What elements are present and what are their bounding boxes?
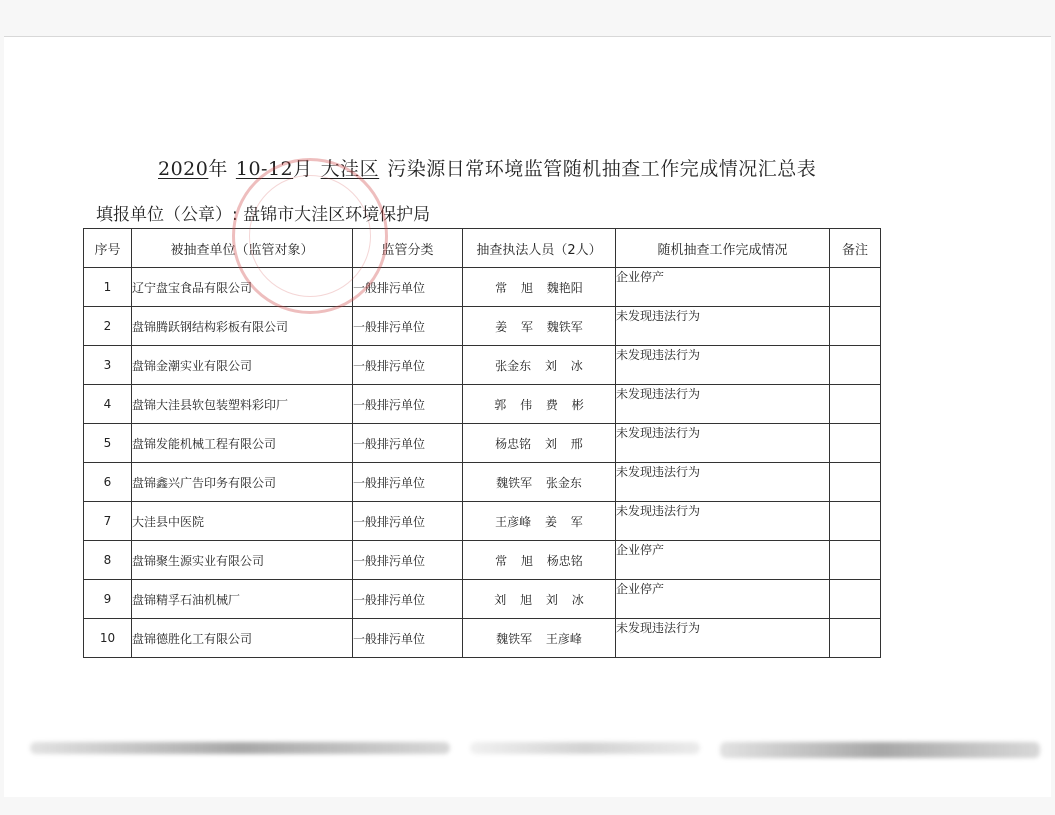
cell-inspectors: 刘 旭 刘 冰	[463, 580, 616, 619]
cell-result: 企业停产	[616, 541, 830, 580]
cell-index: 5	[84, 424, 132, 463]
reporting-unit: 填报单位（公章）: 盘锦市大洼区环境保护局	[96, 205, 431, 225]
table-row	[84, 580, 881, 619]
table-row	[84, 619, 881, 658]
document-title	[158, 154, 858, 181]
cell-note	[830, 385, 881, 424]
cell-org: 辽宁盘宝食品有限公司	[132, 268, 353, 307]
cell-inspectors: 王彦峰 姜 军	[463, 502, 616, 541]
cell-org: 盘锦鑫兴广告印务有限公司	[132, 463, 353, 502]
col-header-note: 备注	[830, 229, 881, 268]
title-period-suffix: 月	[293, 158, 313, 180]
table-row	[84, 541, 881, 580]
cell-inspectors: 杨忠铭 刘 邢	[463, 424, 616, 463]
cell-inspectors: 郭 伟 费 彬	[463, 385, 616, 424]
title-district: 大洼区	[320, 158, 380, 180]
cell-inspectors: 魏铁军 张金东	[463, 463, 616, 502]
col-header-category: 监管分类	[353, 229, 463, 268]
cell-note	[830, 307, 881, 346]
cell-note	[830, 502, 881, 541]
cell-category: 一般排污单位	[353, 268, 463, 307]
cell-category: 一般排污单位	[353, 424, 463, 463]
col-header-inspectors: 抽查执法人员（2人）	[463, 229, 616, 268]
cell-result: 未发现违法行为	[616, 346, 830, 385]
table-row	[84, 346, 881, 385]
col-header-index: 序号	[84, 229, 132, 268]
cell-result: 未发现违法行为	[616, 424, 830, 463]
scan-smudge	[720, 742, 1040, 758]
cell-result: 未发现违法行为	[616, 385, 830, 424]
scan-smudge	[30, 742, 450, 754]
cell-note	[830, 541, 881, 580]
table-row	[84, 307, 881, 346]
cell-category: 一般排污单位	[353, 541, 463, 580]
cell-inspectors: 常 旭 杨忠铭	[463, 541, 616, 580]
cell-category: 一般排污单位	[353, 307, 463, 346]
title-text: 污染源日常环境监管随机抽查工作完成情况汇总表	[387, 158, 817, 180]
cell-category: 一般排污单位	[353, 502, 463, 541]
cell-index: 1	[84, 268, 132, 307]
cell-result: 企业停产	[616, 580, 830, 619]
table-row	[84, 424, 881, 463]
cell-org: 盘锦精孚石油机械厂	[132, 580, 353, 619]
cell-category: 一般排污单位	[353, 463, 463, 502]
table-header-row	[84, 229, 881, 268]
cell-index: 9	[84, 580, 132, 619]
cell-inspectors: 张金东 刘 冰	[463, 346, 616, 385]
title-year: 2020	[158, 158, 209, 180]
cell-inspectors: 姜 军 魏铁军	[463, 307, 616, 346]
cell-org: 盘锦金潮实业有限公司	[132, 346, 353, 385]
cell-index: 2	[84, 307, 132, 346]
col-header-result: 随机抽查工作完成情况	[616, 229, 830, 268]
col-header-org: 被抽查单位（监管对象）	[132, 229, 353, 268]
cell-note	[830, 424, 881, 463]
cell-result: 未发现违法行为	[616, 502, 830, 541]
cell-category: 一般排污单位	[353, 346, 463, 385]
cell-index: 4	[84, 385, 132, 424]
cell-inspectors: 魏铁军 王彦峰	[463, 619, 616, 658]
cell-org: 盘锦腾跃钢结构彩板有限公司	[132, 307, 353, 346]
cell-result: 未发现违法行为	[616, 463, 830, 502]
table-row	[84, 463, 881, 502]
table-row	[84, 385, 881, 424]
cell-index: 10	[84, 619, 132, 658]
cell-note	[830, 619, 881, 658]
title-period: 10-12	[235, 158, 294, 180]
cell-result: 未发现违法行为	[616, 619, 830, 658]
summary-table	[83, 228, 881, 658]
title-year-suffix: 年	[208, 158, 228, 180]
cell-org: 大洼县中医院	[132, 502, 353, 541]
cell-org: 盘锦发能机械工程有限公司	[132, 424, 353, 463]
table-row	[84, 502, 881, 541]
cell-note	[830, 346, 881, 385]
cell-note	[830, 463, 881, 502]
cell-category: 一般排污单位	[353, 385, 463, 424]
cell-org: 盘锦大洼县软包装塑料彩印厂	[132, 385, 353, 424]
cell-category: 一般排污单位	[353, 619, 463, 658]
cell-index: 3	[84, 346, 132, 385]
cell-inspectors: 常 旭 魏艳阳	[463, 268, 616, 307]
cell-index: 8	[84, 541, 132, 580]
cell-index: 6	[84, 463, 132, 502]
table-row	[84, 268, 881, 307]
cell-result: 未发现违法行为	[616, 307, 830, 346]
cell-note	[830, 580, 881, 619]
cell-org: 盘锦德胜化工有限公司	[132, 619, 353, 658]
cell-note	[830, 268, 881, 307]
scan-smudge	[470, 742, 700, 754]
cell-org: 盘锦聚生源实业有限公司	[132, 541, 353, 580]
cell-index: 7	[84, 502, 132, 541]
cell-category: 一般排污单位	[353, 580, 463, 619]
cell-result: 企业停产	[616, 268, 830, 307]
